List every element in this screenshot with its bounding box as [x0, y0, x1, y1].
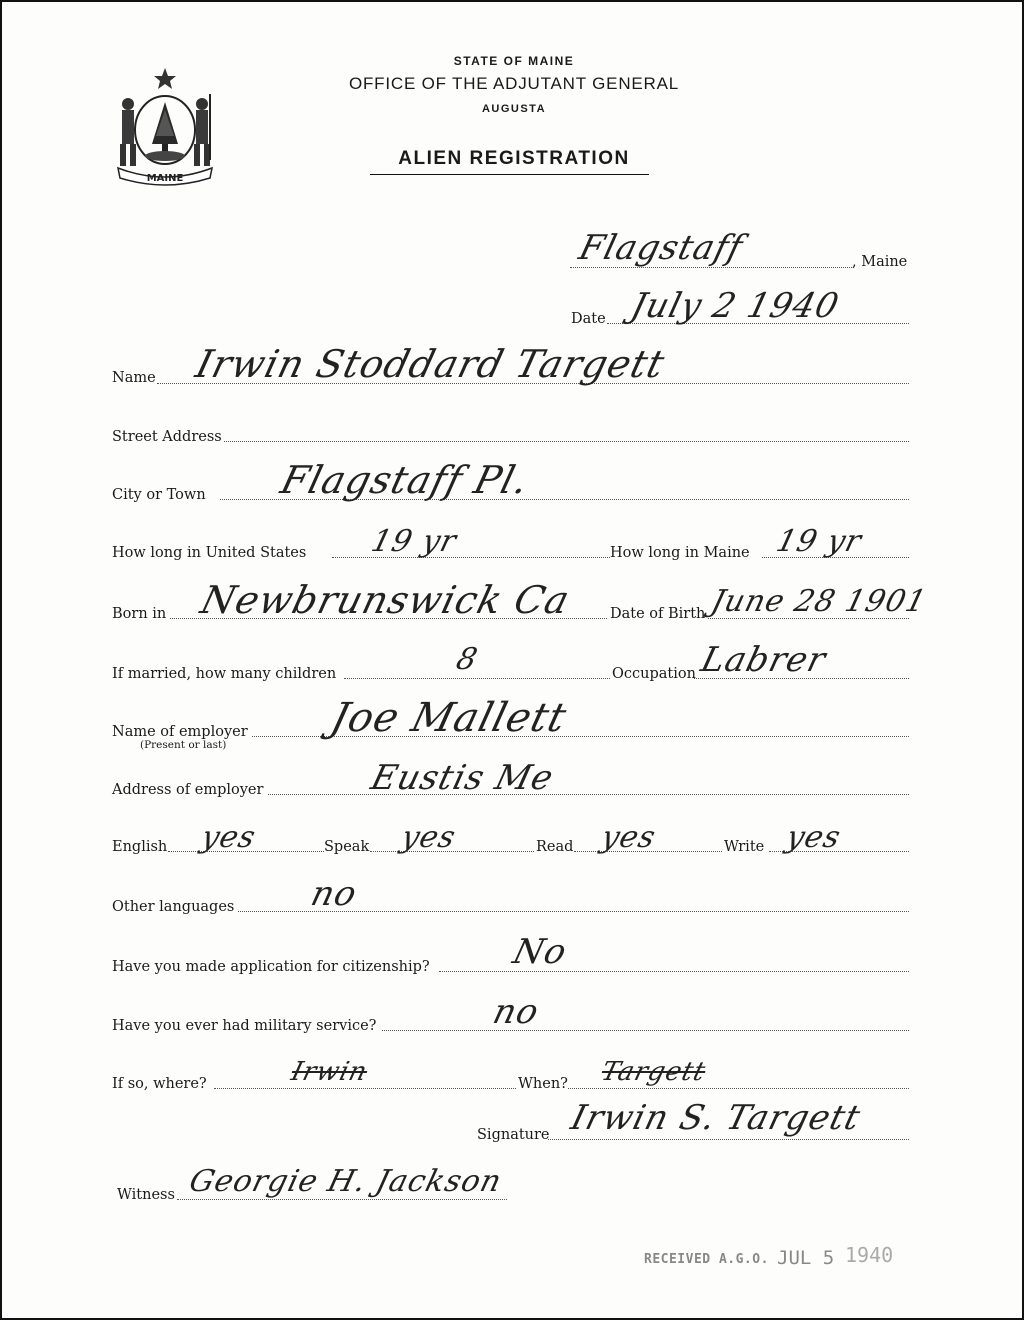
city-town-label: City or Town — [112, 487, 206, 503]
employer-label: Name of employer — [112, 724, 248, 740]
signature-value: Irwin S. Targett — [567, 1098, 865, 1138]
received-stamp-label: RECEIVED A.G.O. — [644, 1252, 769, 1267]
employer-address-line — [268, 794, 909, 795]
date-value: July 2 1940 — [627, 286, 844, 326]
speak-line — [370, 851, 534, 852]
title-underline — [370, 174, 649, 175]
how-long-maine-value: 19 yr — [772, 524, 866, 559]
employer-address-label: Address of employer — [112, 782, 264, 798]
how-long-us-value: 19 yr — [367, 524, 461, 559]
signature-line — [548, 1139, 909, 1140]
occupation-value: Labrer — [697, 640, 831, 680]
when-label: When? — [518, 1076, 568, 1092]
state-heading: STATE OF MAINE — [453, 54, 575, 68]
name-value: Irwin Stoddard Targett — [191, 342, 670, 386]
write-label: Write — [724, 839, 765, 855]
occupation-label: Occupation — [612, 666, 696, 682]
how-long-us-label: How long in United States — [112, 545, 307, 561]
military-line — [382, 1030, 909, 1031]
where-line — [214, 1088, 516, 1089]
received-stamp-date: JUL 5 — [777, 1247, 835, 1269]
born-in-value: Newbrunswick Ca — [196, 578, 575, 622]
read-label: Read — [536, 839, 574, 855]
witness-value: Georgie H. Jackson — [185, 1164, 506, 1199]
employer-note: (Present or last) — [140, 739, 227, 751]
write-value: yes — [782, 820, 845, 855]
citizenship-label: Have you made application for citizenship? — [112, 959, 430, 975]
city-heading: AUGUSTA — [481, 103, 547, 115]
english-value: yes — [197, 820, 260, 855]
date-of-birth-value: June 28 1901 — [707, 584, 931, 619]
city-town-value: Flagstaff Pl. — [276, 458, 534, 502]
date-of-birth-label: Date of Birth — [610, 606, 706, 622]
born-in-label: Born in — [112, 606, 167, 622]
received-stamp-year: 1940 — [845, 1243, 894, 1267]
citizenship-value: No — [509, 932, 572, 972]
children-line — [344, 678, 610, 679]
place-value: Flagstaff — [575, 228, 748, 268]
seal-banner-text: MAINE — [146, 173, 184, 184]
military-label: Have you ever had military service? — [112, 1018, 377, 1034]
when-value: Targett — [598, 1057, 709, 1087]
military-value: no — [489, 992, 544, 1032]
employer-address-value: Eustis Me — [367, 758, 558, 798]
speak-value: yes — [397, 820, 460, 855]
employer-value: Joe Mallett — [326, 695, 572, 741]
other-languages-label: Other languages — [112, 899, 235, 915]
speak-label: Speak — [324, 839, 370, 855]
where-value: Irwin — [288, 1057, 371, 1087]
children-value: 8 — [452, 642, 482, 677]
office-heading: OFFICE OF THE ADJUTANT GENERAL — [348, 74, 680, 93]
maine-label: , Maine — [852, 254, 908, 270]
how-long-maine-label: How long in Maine — [610, 545, 750, 561]
children-label: If married, how many children — [112, 666, 337, 682]
form-title: ALIEN REGISTRATION — [398, 148, 630, 169]
read-value: yes — [597, 820, 660, 855]
signature-label: Signature — [477, 1127, 550, 1143]
when-line — [568, 1088, 909, 1089]
name-label: Name — [112, 370, 156, 386]
witness-label: Witness — [117, 1187, 175, 1203]
other-languages-value: no — [307, 874, 362, 914]
english-label: English — [112, 839, 168, 855]
street-label: Street Address — [112, 429, 222, 445]
where-label: If so, where? — [112, 1076, 207, 1092]
date-label: Date — [571, 311, 606, 327]
street-line — [224, 441, 909, 442]
